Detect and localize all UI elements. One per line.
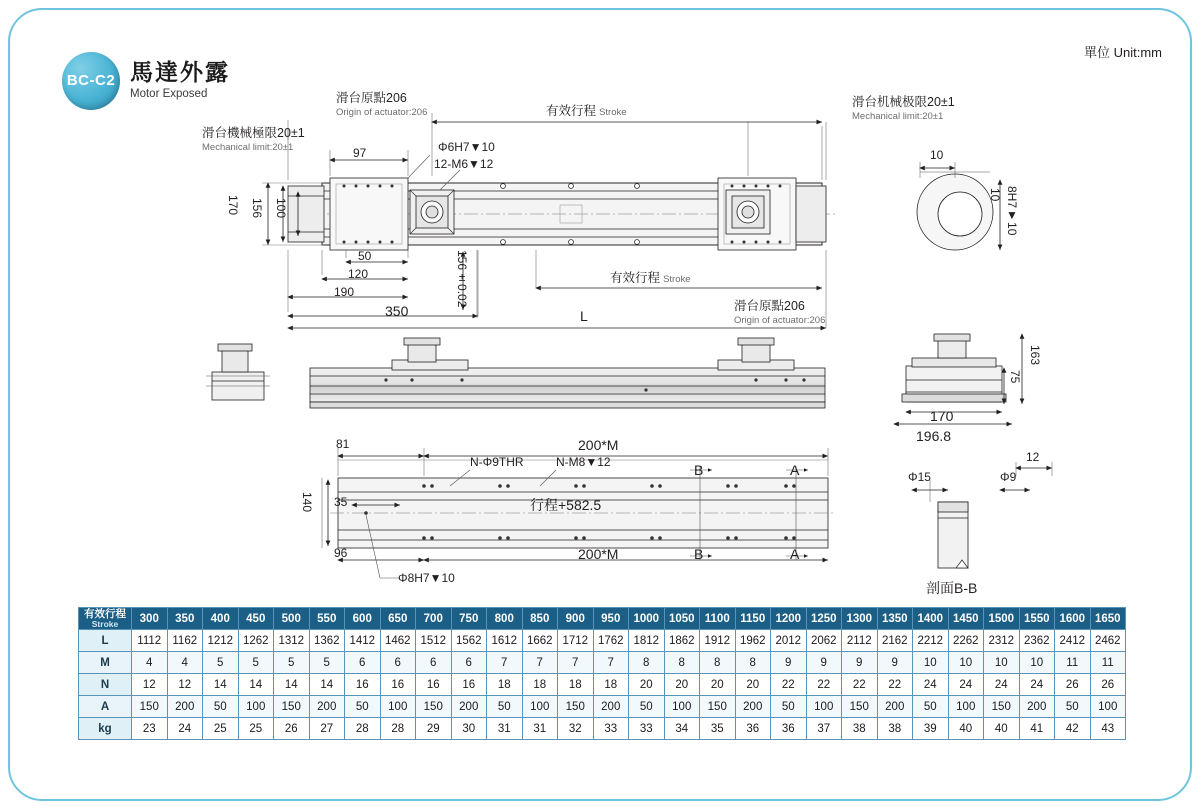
dim-196-8: 196.8 xyxy=(916,428,952,444)
spec-cell: 800 xyxy=(487,608,523,630)
spec-table xyxy=(78,607,1126,740)
spec-cell: 28 xyxy=(345,718,381,740)
spec-cell: 24 xyxy=(948,674,984,696)
spec-row-M xyxy=(79,652,1126,674)
spec-cell: 14 xyxy=(309,674,345,696)
spec-cell: 43 xyxy=(1090,718,1126,740)
spec-cell: 450 xyxy=(238,608,274,630)
spec-cell: 9 xyxy=(771,652,807,674)
spec-cell: 2412 xyxy=(1055,630,1091,652)
spec-row-N xyxy=(79,674,1126,696)
spec-row-label: 有效行程 Stroke xyxy=(79,608,132,630)
spec-cell: 1400 xyxy=(913,608,949,630)
spec-cell: 1550 xyxy=(1019,608,1055,630)
spec-row-label: M xyxy=(79,652,132,674)
anno-shaft-detail-top: 10 xyxy=(988,188,1002,202)
spec-cell: 42 xyxy=(1055,718,1091,740)
spec-cell: 300 xyxy=(132,608,168,630)
spec-cell: 20 xyxy=(629,674,665,696)
spec-cell: 150 xyxy=(558,696,594,718)
spec-cell: 1112 xyxy=(132,630,168,652)
spec-cell: 200 xyxy=(1019,696,1055,718)
spec-cell: 22 xyxy=(877,674,913,696)
spec-cell: 20 xyxy=(664,674,700,696)
spec-cell: 38 xyxy=(842,718,878,740)
spec-cell: 1512 xyxy=(416,630,452,652)
spec-row-label: A xyxy=(79,696,132,718)
spec-cell: 12 xyxy=(167,674,203,696)
anno-origin-bottom-en: Origin of actuator:206 xyxy=(734,314,826,326)
spec-cell: 8 xyxy=(735,652,771,674)
spec-cell: 1450 xyxy=(948,608,984,630)
spec-cell: 2112 xyxy=(842,630,878,652)
spec-cell: 1262 xyxy=(238,630,274,652)
spec-cell: 100 xyxy=(522,696,558,718)
anno-hole-spec-1: Φ6H7▼10 xyxy=(438,140,495,154)
spec-cell: 9 xyxy=(877,652,913,674)
spec-cell: 150 xyxy=(842,696,878,718)
spec-cell: 200 xyxy=(877,696,913,718)
spec-cell: 50 xyxy=(345,696,381,718)
spec-cell: 200 xyxy=(309,696,345,718)
spec-cell: 8 xyxy=(629,652,665,674)
spec-cell: 1250 xyxy=(806,608,842,630)
dim-156-tol: 156±0.02 xyxy=(455,250,469,308)
dim-50: 50 xyxy=(358,249,372,263)
dim-350: 350 xyxy=(385,303,409,319)
spec-cell: 1362 xyxy=(309,630,345,652)
dim-75: 75 xyxy=(1008,370,1022,384)
spec-cell: 4 xyxy=(167,652,203,674)
spec-cell: 6 xyxy=(416,652,452,674)
spec-cell: 38 xyxy=(877,718,913,740)
spec-cell: 1812 xyxy=(629,630,665,652)
spec-cell: 35 xyxy=(700,718,736,740)
spec-cell: 18 xyxy=(593,674,629,696)
dim-163: 163 xyxy=(1028,345,1042,366)
spec-cell: 18 xyxy=(522,674,558,696)
spec-cell: 22 xyxy=(771,674,807,696)
spec-cell: 200 xyxy=(451,696,487,718)
anno-shaft-detail-1: 8H7▼10 xyxy=(1005,186,1019,236)
dim-200M-top: 200*M xyxy=(578,437,619,453)
anno-hole-thr: N-Φ9THR xyxy=(470,455,524,469)
anno-stroke-top xyxy=(546,104,627,119)
spec-cell: 14 xyxy=(203,674,239,696)
spec-cell: 33 xyxy=(593,718,629,740)
dim-10-shaft: 10 xyxy=(930,148,944,162)
spec-cell: 1862 xyxy=(664,630,700,652)
section-letter-b-bottom: B xyxy=(694,546,704,562)
spec-cell: 2212 xyxy=(913,630,949,652)
spec-cell: 150 xyxy=(132,696,168,718)
spec-cell: 1462 xyxy=(380,630,416,652)
spec-cell: 100 xyxy=(238,696,274,718)
anno-origin-bottom xyxy=(734,299,825,327)
spec-cell: 31 xyxy=(522,718,558,740)
spec-cell: 1612 xyxy=(487,630,523,652)
spec-cell: 600 xyxy=(345,608,381,630)
spec-cell: 1600 xyxy=(1055,608,1091,630)
spec-cell: 24 xyxy=(984,674,1020,696)
spec-cell: 1300 xyxy=(842,608,878,630)
spec-cell: 16 xyxy=(380,674,416,696)
spec-cell: 50 xyxy=(913,696,949,718)
anno-mech-limit-left-en: Mechanical limit:20±1 xyxy=(202,141,294,153)
spec-cell: 2012 xyxy=(771,630,807,652)
section-letter-a-bottom: A xyxy=(790,546,800,562)
spec-cell: 39 xyxy=(913,718,949,740)
dim-81: 81 xyxy=(336,437,350,451)
spec-cell: 1650 xyxy=(1090,608,1126,630)
dim-156: 156 xyxy=(250,198,264,219)
anno-mech-limit-left-cn: 滑台機械極限20±1 xyxy=(202,126,305,140)
section-letter-a-top: A xyxy=(790,462,800,478)
anno-stroke-mid-en: Stroke xyxy=(663,274,691,285)
spec-cell: 32 xyxy=(558,718,594,740)
spec-cell: 150 xyxy=(416,696,452,718)
spec-cell: 2262 xyxy=(948,630,984,652)
spec-cell: 50 xyxy=(487,696,523,718)
spec-cell: 41 xyxy=(1019,718,1055,740)
spec-row-label: kg xyxy=(79,718,132,740)
spec-cell: 2062 xyxy=(806,630,842,652)
product-title-cn: 馬達外露 xyxy=(130,59,230,85)
spec-row-A xyxy=(79,696,1126,718)
spec-cell: 28 xyxy=(380,718,416,740)
anno-shaft-detail-3: Φ9 xyxy=(1000,470,1017,484)
spec-cell: 6 xyxy=(345,652,381,674)
spec-cell: 18 xyxy=(487,674,523,696)
spec-cell: 1312 xyxy=(274,630,310,652)
spec-cell: 400 xyxy=(203,608,239,630)
spec-cell: 10 xyxy=(948,652,984,674)
spec-cell: 14 xyxy=(274,674,310,696)
spec-cell: 900 xyxy=(558,608,594,630)
spec-cell: 25 xyxy=(203,718,239,740)
anno-mech-limit-right-cn: 滑台机械极限20±1 xyxy=(852,95,955,109)
spec-cell: 50 xyxy=(629,696,665,718)
anno-mech-limit-right xyxy=(852,95,955,123)
spec-cell: 1762 xyxy=(593,630,629,652)
spec-cell: 16 xyxy=(416,674,452,696)
spec-cell: 9 xyxy=(806,652,842,674)
spec-cell: 2312 xyxy=(984,630,1020,652)
spec-cell: 6 xyxy=(451,652,487,674)
spec-cell: 650 xyxy=(380,608,416,630)
spec-cell: 22 xyxy=(806,674,842,696)
spec-row-kg xyxy=(79,718,1126,740)
spec-cell: 950 xyxy=(593,608,629,630)
spec-cell: 1200 xyxy=(771,608,807,630)
anno-hole-m8: N-M8▼12 xyxy=(556,455,611,469)
spec-cell: 20 xyxy=(735,674,771,696)
spec-cell: 150 xyxy=(700,696,736,718)
spec-cell: 100 xyxy=(948,696,984,718)
unit-label: 單位 Unit:mm xyxy=(1083,45,1162,60)
spec-cell: 1050 xyxy=(664,608,700,630)
anno-origin-top-en: Origin of actuator:206 xyxy=(336,106,428,118)
spec-cell: 40 xyxy=(984,718,1020,740)
dim-190: 190 xyxy=(334,285,355,299)
spec-row-label: N xyxy=(79,674,132,696)
spec-cell: 10 xyxy=(984,652,1020,674)
spec-cell: 23 xyxy=(132,718,168,740)
dim-140: 140 xyxy=(300,492,314,513)
spec-cell: 10 xyxy=(913,652,949,674)
anno-origin-bottom-cn: 滑台原點206 xyxy=(734,299,805,313)
spec-cell: 5 xyxy=(309,652,345,674)
anno-origin-top xyxy=(336,91,427,119)
dim-97: 97 xyxy=(353,146,367,160)
anno-mech-limit-right-en: Mechanical limit:20±1 xyxy=(852,110,944,122)
spec-cell: 34 xyxy=(664,718,700,740)
spec-cell: 100 xyxy=(806,696,842,718)
spec-cell: 1662 xyxy=(522,630,558,652)
spec-cell: 750 xyxy=(451,608,487,630)
spec-cell: 1150 xyxy=(735,608,771,630)
spec-cell: 14 xyxy=(238,674,274,696)
spec-cell: 37 xyxy=(806,718,842,740)
spec-cell: 7 xyxy=(487,652,523,674)
spec-cell: 12 xyxy=(132,674,168,696)
anno-shaft-detail-2: Φ15 xyxy=(908,470,931,484)
spec-cell: 1100 xyxy=(700,608,736,630)
spec-cell: 7 xyxy=(522,652,558,674)
anno-hole-spec-2: 12-M6▼12 xyxy=(434,157,494,171)
badge-code: BC-C2 xyxy=(66,72,116,89)
spec-cell: 2362 xyxy=(1019,630,1055,652)
spec-cell: 200 xyxy=(167,696,203,718)
spec-cell: 10 xyxy=(1019,652,1055,674)
spec-row-L xyxy=(79,630,1126,652)
spec-cell: 29 xyxy=(416,718,452,740)
dim-100: 100 xyxy=(274,198,288,219)
anno-stroke-mid-cn: 有效行程 xyxy=(610,271,661,285)
spec-header-row xyxy=(79,608,1126,630)
spec-cell: 1962 xyxy=(735,630,771,652)
spec-cell: 1500 xyxy=(984,608,1020,630)
dim-35: 35 xyxy=(334,495,348,509)
spec-cell: 33 xyxy=(629,718,665,740)
spec-cell: 50 xyxy=(1055,696,1091,718)
spec-row-label: L xyxy=(79,630,132,652)
spec-cell: 7 xyxy=(593,652,629,674)
spec-cell: 24 xyxy=(1019,674,1055,696)
spec-cell: 1350 xyxy=(877,608,913,630)
spec-cell: 2162 xyxy=(877,630,913,652)
spec-cell: 4 xyxy=(132,652,168,674)
dim-L: L xyxy=(580,308,588,324)
spec-cell: 18 xyxy=(558,674,594,696)
spec-cell: 11 xyxy=(1055,652,1091,674)
dim-96: 96 xyxy=(334,546,348,560)
spec-cell: 36 xyxy=(771,718,807,740)
dim-200M-bottom: 200*M xyxy=(578,546,619,562)
anno-section-bb: 剖面B-B xyxy=(926,580,978,596)
spec-cell: 16 xyxy=(345,674,381,696)
spec-cell: 8 xyxy=(700,652,736,674)
spec-cell: 100 xyxy=(380,696,416,718)
spec-cell: 2462 xyxy=(1090,630,1126,652)
spec-cell: 150 xyxy=(274,696,310,718)
spec-cell: 27 xyxy=(309,718,345,740)
spec-cell: 100 xyxy=(1090,696,1126,718)
spec-cell: 5 xyxy=(238,652,274,674)
dim-170: 170 xyxy=(226,195,240,216)
anno-stroke-mid xyxy=(610,271,691,286)
spec-cell: 850 xyxy=(522,608,558,630)
spec-cell: 26 xyxy=(274,718,310,740)
spec-cell: 1562 xyxy=(451,630,487,652)
dim-120: 120 xyxy=(348,267,369,281)
spec-cell: 200 xyxy=(593,696,629,718)
spec-cell: 1412 xyxy=(345,630,381,652)
spec-cell: 50 xyxy=(203,696,239,718)
spec-cell: 100 xyxy=(664,696,700,718)
spec-cell: 16 xyxy=(451,674,487,696)
spec-cell: 350 xyxy=(167,608,203,630)
spec-cell: 24 xyxy=(913,674,949,696)
spec-cell: 26 xyxy=(1090,674,1126,696)
spec-cell: 500 xyxy=(274,608,310,630)
anno-stroke-top-en: Stroke xyxy=(599,107,627,118)
spec-cell: 25 xyxy=(238,718,274,740)
spec-cell: 31 xyxy=(487,718,523,740)
spec-cell: 1212 xyxy=(203,630,239,652)
spec-cell: 1000 xyxy=(629,608,665,630)
anno-origin-top-cn: 滑台原點206 xyxy=(336,91,407,105)
spec-cell: 6 xyxy=(380,652,416,674)
spec-cell: 5 xyxy=(203,652,239,674)
spec-cell: 22 xyxy=(842,674,878,696)
spec-cell: 24 xyxy=(167,718,203,740)
spec-cell: 1162 xyxy=(167,630,203,652)
spec-cell: 1912 xyxy=(700,630,736,652)
spec-cell: 200 xyxy=(735,696,771,718)
spec-cell: 20 xyxy=(700,674,736,696)
spec-cell: 550 xyxy=(309,608,345,630)
spec-cell: 1712 xyxy=(558,630,594,652)
dim-170b: 170 xyxy=(930,408,954,424)
spec-cell: 30 xyxy=(451,718,487,740)
spec-cell: 50 xyxy=(771,696,807,718)
anno-stroke-plus: 行程+582.5 xyxy=(530,497,602,513)
anno-hole-spec-3: Φ8H7▼10 xyxy=(398,571,455,585)
spec-cell: 8 xyxy=(664,652,700,674)
anno-mech-limit-left xyxy=(202,126,305,154)
spec-cell: 700 xyxy=(416,608,452,630)
product-title-en: Motor Exposed xyxy=(130,88,208,100)
anno-stroke-top-cn: 有效行程 xyxy=(546,104,597,118)
spec-table-wrap xyxy=(78,607,1120,740)
spec-cell: 7 xyxy=(558,652,594,674)
spec-cell: 150 xyxy=(984,696,1020,718)
spec-cell: 9 xyxy=(842,652,878,674)
spec-cell: 36 xyxy=(735,718,771,740)
dim-12: 12 xyxy=(1026,450,1040,464)
section-letter-b-top: B xyxy=(694,462,704,478)
spec-cell: 40 xyxy=(948,718,984,740)
spec-cell: 5 xyxy=(274,652,310,674)
spec-cell: 11 xyxy=(1090,652,1126,674)
spec-cell: 26 xyxy=(1055,674,1091,696)
